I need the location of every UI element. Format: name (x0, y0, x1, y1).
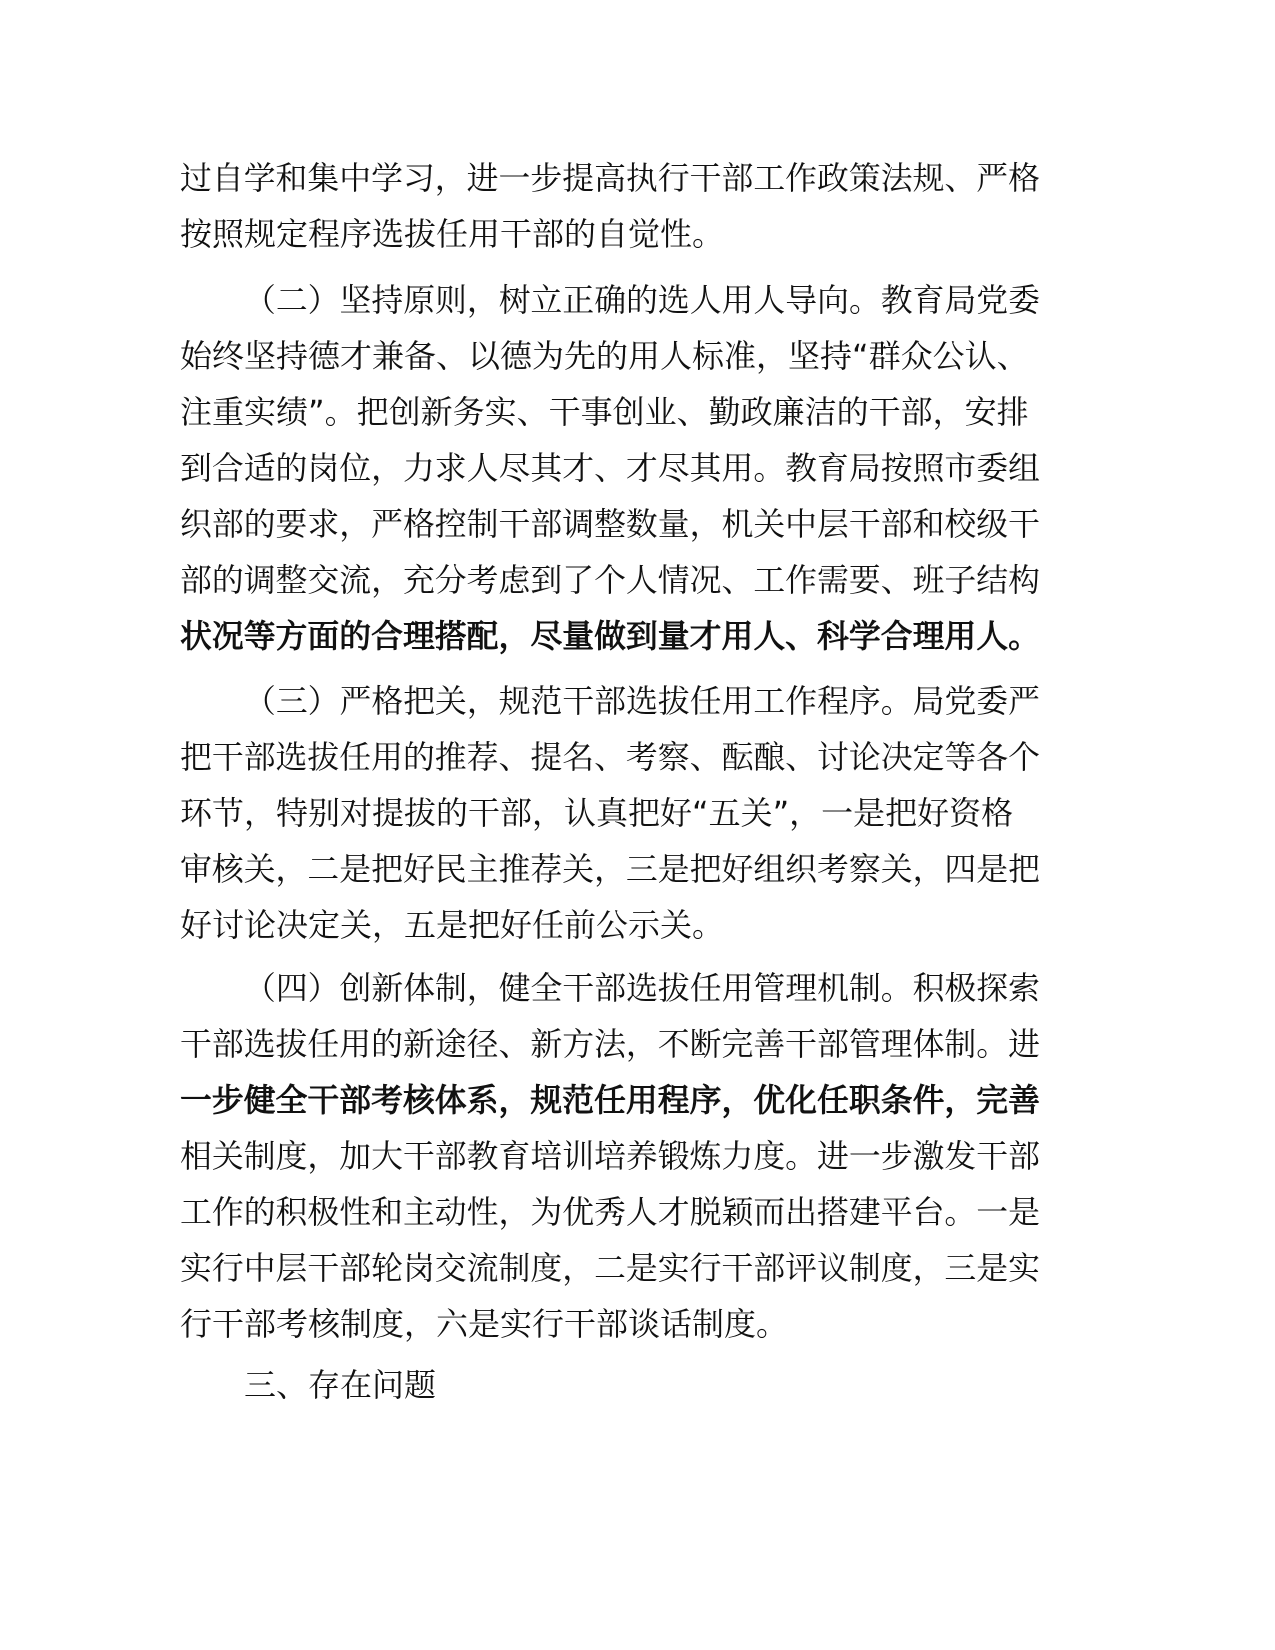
paragraph-line: 注重实绩”。把创新务实、干事创业、勤政廉洁的干部，安排 (180, 393, 1029, 431)
paragraph-line: （四）创新体制，健全干部选拔任用管理机制。积极探索 (244, 969, 1040, 1007)
paragraph-line: 状况等方面的合理搭配，尽量做到量才用人、科学合理用人。 (180, 617, 1040, 655)
paragraph-line: 始终坚持德才兼备、以德为先的用人标准，坚持“群众公认、 (180, 337, 1029, 375)
paragraph-selection-principle (180, 272, 1040, 664)
paragraph-line: （三）严格把关，规范干部选拔任用工作程序。局党委严 (244, 682, 1040, 720)
paragraph-line: 过自学和集中学习，进一步提高执行干部工作政策法规、严格 (180, 159, 1040, 197)
paragraph-line: （二）坚持原则，树立正确的选人用人导向。教育局党委 (244, 281, 1040, 319)
paragraph-line: 一步健全干部考核体系，规范任用程序，优化任职条件，完善 (180, 1081, 1040, 1119)
paragraph-line: 好讨论决定关，五是把好任前公示关。 (180, 906, 725, 944)
paragraph-line: 环节，特别对提拔的干部，认真把好“五关”，一是把好资格 (180, 794, 1014, 832)
paragraph-line: 到合适的岗位，力求人尽其才、才尽其用。教育局按照市委组 (180, 449, 1040, 487)
paragraph-line: 把干部选拔任用的推荐、提名、考察、酝酿、讨论决定等各个 (180, 738, 1040, 776)
paragraph-innovation-mechanism (180, 960, 1040, 1352)
paragraph-line: 审核关，二是把好民主推荐关，三是把好组织考察关，四是把 (180, 850, 1040, 888)
paragraph-strict-procedure (180, 673, 1040, 953)
section-heading-problems (180, 1357, 1040, 1413)
paragraph-line: 相关制度，加大干部教育培训培养锻炼力度。进一步激发干部 (180, 1137, 1040, 1175)
paragraph-study-continuation (180, 150, 1040, 262)
paragraph-line: 实行中层干部轮岗交流制度，二是实行干部评议制度，三是实 (180, 1249, 1040, 1287)
paragraph-line: 织部的要求，严格控制干部调整数量，机关中层干部和校级干 (180, 505, 1040, 543)
paragraph-line: 行干部考核制度，六是实行干部谈话制度。 (180, 1305, 789, 1343)
paragraph-line: 工作的积极性和主动性，为优秀人才脱颖而出搭建平台。一是 (180, 1193, 1040, 1231)
paragraph-line: 部的调整交流，充分考虑到了个人情况、工作需要、班子结构 (180, 561, 1040, 599)
paragraph-line: 干部选拔任用的新途径、新方法，不断完善干部管理体制。进 (180, 1025, 1040, 1063)
section-heading: 三、存在问题 (244, 1366, 437, 1404)
paragraph-line: 按照规定程序选拔任用干部的自觉性。 (180, 215, 725, 253)
